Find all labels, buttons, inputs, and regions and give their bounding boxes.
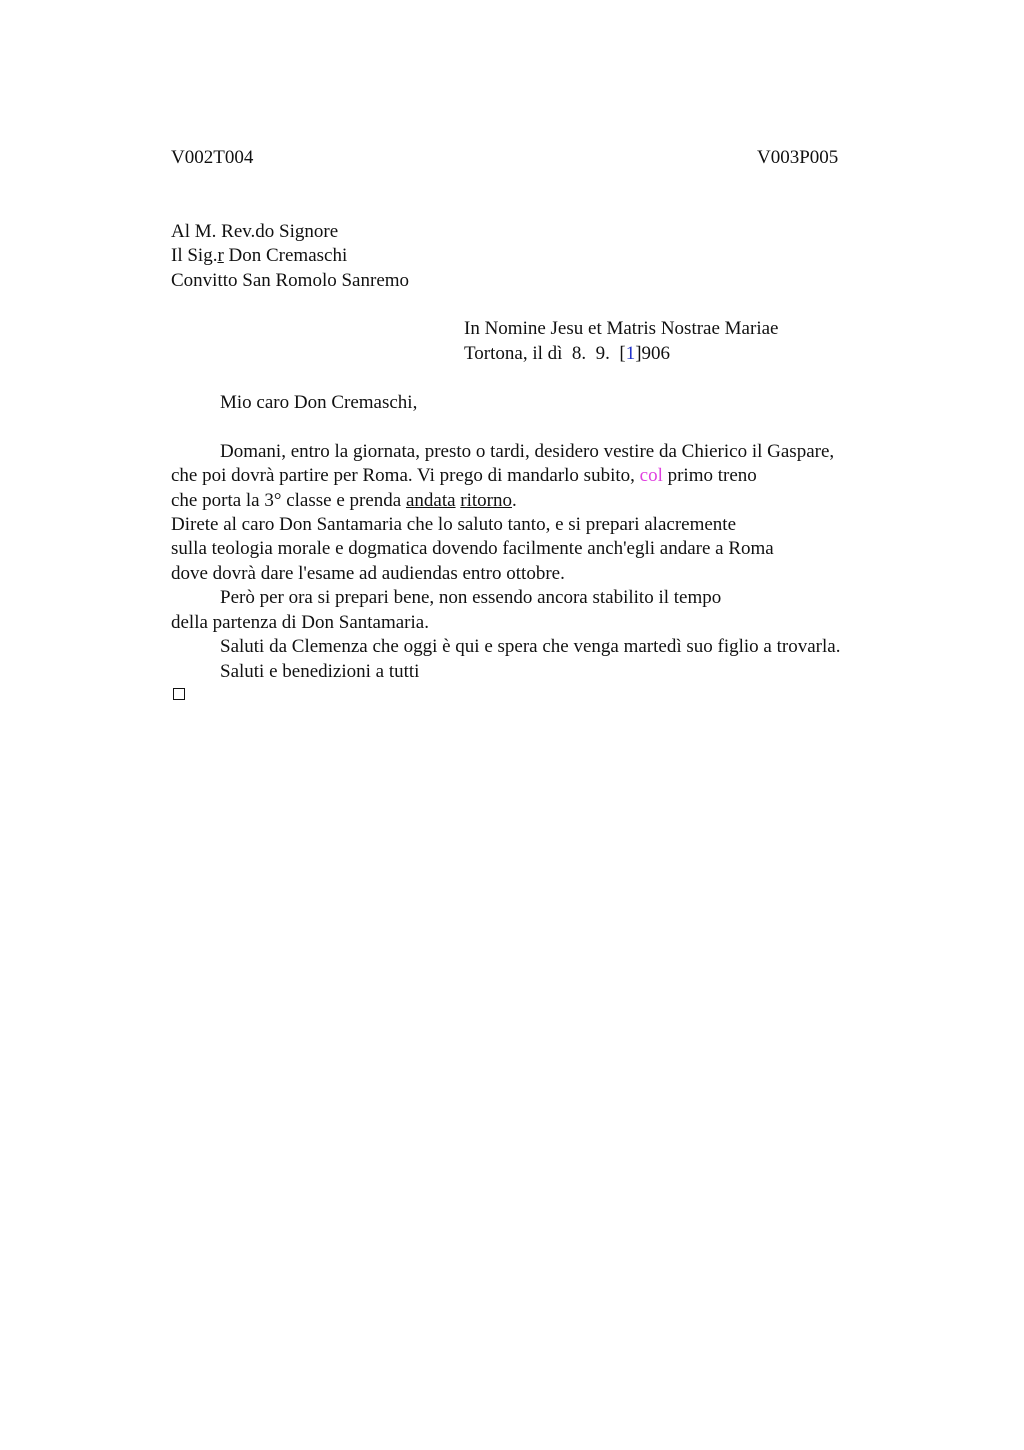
- date-suffix: ]906: [635, 343, 671, 364]
- body-line-2: [171, 464, 757, 488]
- address-line-2-underlined: r: [217, 245, 224, 266]
- address-line-1: Al M. Rev.do Signore: [171, 221, 339, 242]
- body-line-5: sulla teologia morale e dogmatica dovendo facilmente anch'egli andare a Roma: [171, 538, 774, 559]
- empty-square-marker: [173, 688, 185, 700]
- body-line-4: Direte al caro Don Santamaria che lo saluto tanto, e si prepari alacremente: [171, 514, 736, 535]
- address-line-2-suffix: Don Cremaschi: [223, 245, 348, 266]
- body-line-9: Saluti da Clemenza che oggi è qui e spera che venga martedì suo figlio a trovarla.: [220, 636, 841, 657]
- date-bracket-digit: 1: [625, 343, 636, 364]
- date-line: [464, 342, 670, 366]
- body-line-2-highlight: col: [639, 465, 663, 486]
- body-line-3-underlined-2: ritorno: [460, 490, 513, 511]
- body-line-3-suffix: .: [512, 490, 517, 511]
- salutation: Mio caro Don Cremaschi,: [220, 392, 418, 413]
- address-line-2: [171, 244, 347, 268]
- document-code-left: V002T004: [171, 147, 254, 168]
- address-line-3: Convitto San Romolo Sanremo: [171, 270, 410, 291]
- body-line-10: Saluti e benedizioni a tutti: [220, 661, 420, 682]
- address-line-2-prefix: Il Sig.: [171, 245, 218, 266]
- body-line-3-underlined-1: andata: [405, 490, 456, 511]
- document-code-right: V003P005: [757, 147, 839, 168]
- body-line-8: della partenza di Don Santamaria.: [171, 612, 429, 633]
- date-prefix: Tortona, il dì 8. 9. [: [464, 343, 626, 364]
- body-line-7: Però per ora si prepari bene, non essendo ancora stabilito il tempo: [220, 587, 722, 608]
- body-line-1: Domani, entro la giornata, presto o tardi, desidero vestire da Chierico il Gaspare,: [220, 441, 835, 462]
- body-line-2-suffix: primo treno: [662, 465, 757, 486]
- body-line-3-prefix: che porta la 3° classe e prenda: [171, 490, 406, 511]
- body-line-6: dove dovrà dare l'esame ad audiendas entro ottobre.: [171, 563, 565, 584]
- body-line-2-prefix: che poi dovrà partire per Roma. Vi prego di mandarlo subito,: [171, 465, 640, 486]
- invocation-line: In Nomine Jesu et Matris Nostrae Mariae: [464, 318, 779, 339]
- body-line-3: [171, 489, 517, 513]
